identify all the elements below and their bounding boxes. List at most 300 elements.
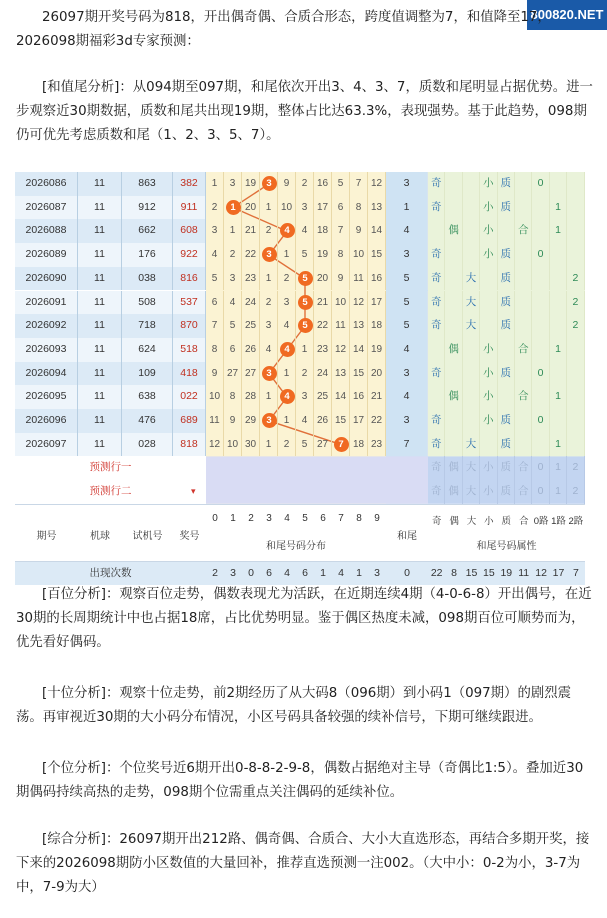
attribute-cell: 合 [515,338,532,362]
sum-miss-cell: 5 [296,243,314,267]
sum-miss-cell: 8 [206,338,224,362]
sum-distribution-cells [206,243,386,267]
header-sum-distribution: 和尾号码分布 [266,540,326,552]
row-info-band [15,385,206,409]
attr-count-cell: 19 [500,566,513,579]
attribute-cell: 质 [498,267,515,291]
machine-cell: 11 [78,338,122,362]
prediction-attribute-cell: 小 [480,480,497,504]
count-cell: 0 [248,566,254,579]
machine-cell: 11 [78,291,122,315]
sum-miss-cell: 17 [368,291,386,315]
attribute-cells [428,291,585,315]
issue-cell: 2026086 [15,172,78,196]
count-cell: 6 [302,566,308,579]
attribute-cell [515,409,532,433]
sum-miss-cell: 23 [242,267,260,291]
sum-miss-cell: 1 [260,433,278,457]
attribute-cells [428,362,585,386]
attribute-cell: 质 [498,172,515,196]
header-sum-digit: 9 [374,512,380,524]
sum-miss-cell [278,338,296,362]
header-attribute: 1路 [551,515,566,527]
sum-miss-cell: 10 [224,433,242,457]
header-sum-digit: 3 [266,512,272,524]
attr-count-cell: 17 [552,566,565,579]
count-cell: 1 [320,566,326,579]
attribute-cell [498,219,515,243]
attribute-cell [445,172,462,196]
sum-miss-cell: 3 [278,291,296,315]
prediction-attribute-cell: 小 [480,456,497,480]
sum-miss-cell: 12 [206,433,224,457]
sum-miss-cell: 29 [242,409,260,433]
sum-distribution-cells [206,338,386,362]
attribute-cell [567,433,584,457]
trial-number-cell: 109 [122,362,173,386]
attribute-cell: 质 [498,362,515,386]
attr-count-cell: 15 [483,566,495,579]
sum-miss-cell: 4 [296,409,314,433]
attribute-cell [515,172,532,196]
attribute-cell [463,172,480,196]
prediction-row [15,480,585,504]
attribute-cell [463,362,480,386]
sum-miss-cell: 22 [368,409,386,433]
draw-number-cell: 022 [173,385,206,409]
sum-miss-cell [260,409,278,433]
attribute-cell: 奇 [428,243,445,267]
attribute-cell [445,267,462,291]
attribute-cell: 质 [498,314,515,338]
trial-number-cell: 638 [122,385,173,409]
attr-count-cell: 7 [572,566,579,579]
attribute-cell [550,243,567,267]
attribute-cell: 奇 [428,172,445,196]
prediction-attribute-cell: 1 [550,456,567,480]
attribute-cell: 偶 [445,219,462,243]
attribute-cell [515,196,532,220]
row-info-band [15,291,206,315]
attr-count-cell: 11 [518,566,530,579]
attribute-cell: 1 [550,385,567,409]
trial-number-cell: 718 [122,314,173,338]
count-cell: 4 [284,566,290,579]
attribute-cell: 1 [550,219,567,243]
attribute-cell: 小 [480,409,497,433]
machine-cell: 11 [78,267,122,291]
prediction-attribute-cell: 0 [532,480,549,504]
sum-miss-cell: 24 [314,362,332,386]
machine-cell: 11 [78,243,122,267]
draw-number-cell: 870 [173,314,206,338]
header-attribute: 小 [484,515,494,527]
sum-miss-cell: 1 [278,362,296,386]
trial-number-cell: 508 [122,291,173,315]
sum-miss-cell: 3 [260,314,278,338]
sum-tail-ball: 3 [262,366,277,381]
attribute-cell [445,433,462,457]
sum-miss-cell: 19 [242,172,260,196]
attribute-cell [498,385,515,409]
row-info-band [15,433,206,457]
sum-tail-ball: 5 [298,271,313,286]
attribute-cell [515,267,532,291]
attribute-cell [463,338,480,362]
sum-miss-cell [332,433,350,457]
sum-miss-cell: 25 [242,314,260,338]
sum-miss-cell: 10 [332,291,350,315]
attribute-cell: 1 [550,338,567,362]
count-cell: 4 [338,566,344,579]
sum-miss-cell [260,243,278,267]
header-sum-digit: 2 [248,512,254,524]
summary-analysis [16,828,596,900]
header-sum-digit: 6 [320,512,326,524]
sum-miss-cell: 11 [350,267,368,291]
sum-miss-cell: 6 [224,338,242,362]
tail-count-cell: 0 [404,566,410,579]
attribute-cell [515,362,532,386]
prediction-attribute-cell: 偶 [445,480,462,504]
row-info-band [15,409,206,433]
header-sum-digit: 7 [338,512,344,524]
sum-tail-ball: 3 [262,413,277,428]
sum-miss-cell: 20 [242,196,260,220]
prediction-attribute-cell: 2 [567,456,584,480]
trial-number-cell: 176 [122,243,173,267]
attribute-cell [567,409,584,433]
sum-tail-cell: 3 [386,172,428,196]
sum-miss-cell: 1 [296,338,314,362]
sum-miss-cell: 7 [206,314,224,338]
header-sum-digit: 5 [302,512,308,524]
sum-tail-analysis [16,76,596,148]
sum-miss-cell: 28 [242,385,260,409]
counts-row [15,562,585,586]
sum-miss-cell: 27 [314,433,332,457]
attribute-cell: 奇 [428,196,445,220]
attribute-cell: 小 [480,362,497,386]
prediction-attribute-cell: 奇 [428,480,445,504]
sum-miss-cell: 5 [224,314,242,338]
sum-distribution-cells [206,362,386,386]
attribute-cell [463,385,480,409]
hundreds-analysis-text: [百位分析]：观察百位走势，偶数表现尤为活跃，在近期连续4期（4-0-6-8）开出偶号，在近30期的长周期统计中也占据18席，占比优势明显。鉴于偶区热度未减，098期百位可顺势而为，优先看好偶码。 [16,587,592,650]
attribute-cell: 奇 [428,314,445,338]
row-info-band [15,219,206,243]
attribute-cell [567,385,584,409]
attribute-cell [445,243,462,267]
sum-miss-cell: 6 [332,196,350,220]
issue-cell: 2026097 [15,433,78,457]
attribute-cell [532,267,549,291]
sum-miss-cell: 13 [332,362,350,386]
sum-miss-cell: 16 [314,172,332,196]
trial-number-cell: 662 [122,219,173,243]
header-attribute: 合 [518,515,529,527]
row-info-band [15,362,206,386]
sum-miss-cell [278,219,296,243]
attribute-cell [567,338,584,362]
sum-miss-cell [224,196,242,220]
attribute-cell: 小 [480,243,497,267]
sum-miss-cell: 27 [224,362,242,386]
table-row [15,291,585,315]
table-row [15,172,585,196]
draw-number-cell: 922 [173,243,206,267]
prediction-label: 预测行二 [89,485,132,498]
table-row [15,267,585,291]
attribute-cell: 大 [463,291,480,315]
trial-number-cell: 038 [122,267,173,291]
header-sum-digit: 4 [284,512,290,524]
sum-miss-cell: 9 [278,172,296,196]
sum-miss-cell: 23 [314,338,332,362]
sum-miss-cell: 2 [278,433,296,457]
sum-miss-cell: 16 [368,267,386,291]
header-attribute: 质 [501,515,512,527]
attribute-cells [428,267,585,291]
sum-miss-cell: 3 [296,385,314,409]
sum-tail-ball: 3 [262,247,277,262]
prediction-attribute-cell: 1 [550,480,567,504]
sum-tail-cell: 3 [386,362,428,386]
sum-tail-ball: 4 [280,342,295,357]
header-issue: 期号 [36,530,57,542]
sum-miss-cell: 10 [278,196,296,220]
row-info-band [15,314,206,338]
hundreds-analysis [16,583,596,655]
draw-number-cell: 608 [173,219,206,243]
sum-miss-cell: 1 [260,267,278,291]
attribute-cell: 质 [498,196,515,220]
prediction-attribute-cell: 奇 [428,456,445,480]
tens-analysis [16,682,596,730]
attribute-cell: 2 [567,267,584,291]
draw-number-cell: 518 [173,338,206,362]
sum-miss-cell: 14 [368,219,386,243]
attribute-cell [550,291,567,315]
attribute-cell [463,409,480,433]
attribute-cell [567,196,584,220]
attribute-cell: 2 [567,314,584,338]
sum-miss-cell: 3 [224,172,242,196]
sum-miss-cell: 5 [296,433,314,457]
trial-number-cell: 912 [122,196,173,220]
attribute-cell [515,291,532,315]
prediction-attribute-cells [428,480,585,504]
sum-miss-cell: 15 [350,362,368,386]
sum-tail-ball: 1 [226,200,241,215]
header-draw: 奖号 [179,530,200,542]
machine-cell: 11 [78,196,122,220]
machine-cell: 11 [78,314,122,338]
attribute-cell: 1 [550,196,567,220]
attribute-cell: 质 [498,433,515,457]
attribute-cell: 奇 [428,362,445,386]
intro-paragraph [16,6,596,54]
attribute-cell [428,219,445,243]
attribute-cell [532,196,549,220]
prediction-attribute-cell: 0 [532,456,549,480]
sum-tail-ball: 5 [298,295,313,310]
attribute-cell: 小 [480,196,497,220]
sum-miss-cell: 15 [368,243,386,267]
sum-distribution-cells [206,172,386,196]
attribute-cell [445,196,462,220]
site-watermark: 800820.NET [527,0,607,30]
sum-tail-cell: 1 [386,196,428,220]
machine-cell: 11 [78,219,122,243]
sum-tail-ball: 4 [280,389,295,404]
header-attribute-group: 和尾号码属性 [476,540,537,552]
attribute-cells [428,385,585,409]
attribute-cell: 小 [480,219,497,243]
prediction-attribute-cells [428,456,585,480]
sum-miss-cell: 4 [206,243,224,267]
header-attribute: 偶 [449,515,459,527]
sum-miss-cell: 9 [224,409,242,433]
attribute-cell [480,291,497,315]
sum-miss-cell: 3 [296,196,314,220]
sum-miss-cell: 26 [242,338,260,362]
sum-tail-cell: 7 [386,433,428,457]
attribute-cell: 大 [463,433,480,457]
sum-miss-cell: 20 [314,267,332,291]
sum-distribution-cells [206,314,386,338]
attribute-cell [463,196,480,220]
draw-number-cell: 537 [173,291,206,315]
attribute-cell [515,243,532,267]
sum-tail-cell: 5 [386,267,428,291]
sum-miss-cell [260,172,278,196]
sum-miss-cell: 27 [242,362,260,386]
sum-miss-cell: 10 [350,243,368,267]
attribute-cell [550,172,567,196]
sum-distribution-cells [206,219,386,243]
attribute-cell [550,362,567,386]
attribute-cell: 0 [532,409,549,433]
attribute-cell: 奇 [428,267,445,291]
sum-tail-cell: 4 [386,385,428,409]
tens-analysis-text: [十位分析]：观察十位走势，前2期经历了从大码8（096期）到小码1（097期）的剧烈震荡。再审视近30期的大小码分布情况，小区号码具备较强的续补信号，下期可继续跟进。 [16,686,572,725]
count-cell: 3 [230,566,236,579]
sum-miss-cell: 4 [260,338,278,362]
table-row [15,314,585,338]
attribute-cell: 小 [480,385,497,409]
attribute-cell [567,243,584,267]
header-sum-digit: 1 [230,512,236,524]
attribute-cells [428,314,585,338]
row-info-band [15,196,206,220]
sum-miss-cell: 3 [224,267,242,291]
attribute-cell: 1 [550,433,567,457]
attribute-cell [515,433,532,457]
attribute-cell [515,314,532,338]
prediction-attribute-cell: 2 [567,480,584,504]
prediction-attribute-cell: 大 [463,480,480,504]
attribute-cell: 0 [532,243,549,267]
header-attribute: 奇 [431,515,442,527]
sum-miss-cell [296,267,314,291]
attribute-cell [567,172,584,196]
count-cell: 2 [212,566,218,579]
sum-miss-cell: 2 [224,243,242,267]
attribute-cell [567,362,584,386]
issue-cell: 2026096 [15,409,78,433]
machine-cell: 11 [78,172,122,196]
attribute-cell [550,314,567,338]
sum-miss-cell: 24 [242,291,260,315]
row-info-band [15,338,206,362]
sum-miss-cell: 8 [224,385,242,409]
sum-miss-cell: 1 [260,385,278,409]
table-row [15,196,585,220]
sum-miss-cell: 19 [368,338,386,362]
attribute-cell: 质 [498,409,515,433]
sum-miss-cell: 12 [368,172,386,196]
sum-miss-cell: 12 [350,291,368,315]
attr-count-cell: 15 [465,566,478,579]
attribute-cell [498,338,515,362]
attribute-cells [428,433,585,457]
attribute-cell [445,409,462,433]
attribute-cell [480,433,497,457]
machine-cell: 11 [78,362,122,386]
attribute-cell [550,409,567,433]
sum-miss-cell: 1 [260,196,278,220]
sum-miss-cell: 9 [206,362,224,386]
attribute-cell [445,291,462,315]
sum-miss-cell: 23 [368,433,386,457]
attr-count-cell: 22 [430,566,443,579]
intro-line-2: 2026098期福彩3d专家预测： [16,34,200,49]
draw-number-cell: 382 [173,172,206,196]
attribute-cell [532,314,549,338]
sum-miss-cell: 22 [314,314,332,338]
prediction-label: 预测行一 [89,461,132,474]
issue-cell: 2026090 [15,267,78,291]
attribute-cell: 质 [498,291,515,315]
sum-miss-cell: 11 [332,314,350,338]
sum-miss-cell: 2 [206,196,224,220]
issue-cell: 2026089 [15,243,78,267]
attribute-cells [428,219,585,243]
sum-miss-cell: 20 [368,362,386,386]
attribute-cells [428,172,585,196]
attribute-cell: 0 [532,362,549,386]
issue-cell: 2026088 [15,219,78,243]
sum-distribution-cells [206,433,386,457]
count-cell: 6 [266,566,272,579]
header-attribute: 大 [466,515,477,527]
sum-miss-cell: 17 [350,409,368,433]
attr-count-cell: 12 [535,566,547,579]
attribute-cell: 0 [532,172,549,196]
sum-miss-cell: 1 [206,172,224,196]
attribute-cell [445,362,462,386]
machine-cell: 11 [78,409,122,433]
header-sum-digit: 0 [212,512,218,524]
sum-miss-cell: 2 [296,172,314,196]
sum-miss-cell: 22 [242,243,260,267]
sum-miss-cell: 9 [332,267,350,291]
count-cell: 1 [356,566,362,579]
attribute-cell [532,433,549,457]
count-cell: 3 [374,566,380,579]
units-analysis [16,757,596,805]
